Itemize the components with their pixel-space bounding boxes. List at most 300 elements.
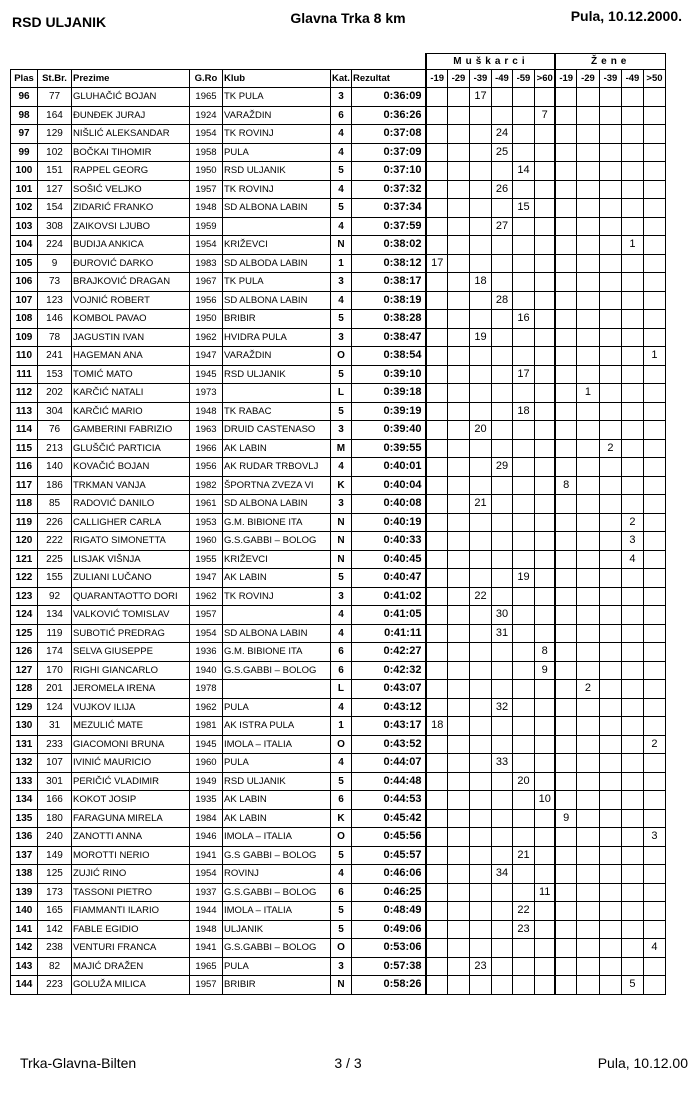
place-cell: 105 (11, 254, 38, 273)
category-place-cell (555, 458, 576, 477)
table-row (11, 125, 666, 144)
category-place-cell: 22 (512, 902, 534, 921)
category-place-cell (426, 495, 447, 514)
category-cell: K (331, 476, 352, 495)
category-place-cell (491, 365, 512, 384)
name-cell: FABLE EGIDIO (72, 920, 190, 939)
birth-year-cell: 1957 (190, 976, 223, 995)
category-place-cell (555, 865, 576, 884)
category-place-cell (534, 754, 555, 773)
table-row (11, 476, 666, 495)
category-place-cell (621, 495, 643, 514)
category-place-cell (491, 902, 512, 921)
place-cell: 119 (11, 513, 38, 532)
category-place-cell (555, 273, 576, 292)
category-place-cell (576, 273, 599, 292)
category-place-cell (447, 643, 469, 662)
category-place-cell (555, 495, 576, 514)
category-place-cell (621, 125, 643, 144)
club-cell (223, 217, 331, 236)
table-row (11, 106, 666, 125)
category-place-cell (469, 643, 491, 662)
category-place-cell (447, 106, 469, 125)
category-place-cell (512, 865, 534, 884)
birth-year-cell: 1947 (190, 569, 223, 588)
category-place-cell (621, 865, 643, 884)
category-place-cell (447, 883, 469, 902)
category-place-cell (576, 957, 599, 976)
category-place-cell (512, 587, 534, 606)
category-place-cell (534, 828, 555, 847)
name-cell: KOKOT JOSIP (72, 791, 190, 810)
place-cell: 98 (11, 106, 38, 125)
category-place-cell (643, 902, 665, 921)
table-row (11, 661, 666, 680)
category-place-cell (576, 162, 599, 181)
category-place-cell (643, 328, 665, 347)
birth-year-cell: 1947 (190, 347, 223, 366)
category-place-cell (555, 717, 576, 736)
category-cell: 3 (331, 495, 352, 514)
birth-year-cell: 1950 (190, 162, 223, 181)
table-row (11, 328, 666, 347)
club-cell: PULA (223, 957, 331, 976)
category-place-cell (447, 532, 469, 551)
category-place-cell (534, 310, 555, 329)
start-number-cell: 241 (38, 347, 72, 366)
start-number-cell: 223 (38, 976, 72, 995)
column-header: Kat. (331, 70, 352, 88)
category-cell: 4 (331, 217, 352, 236)
category-place-cell (426, 88, 447, 107)
category-place-cell (534, 236, 555, 255)
category-place-cell (555, 513, 576, 532)
category-place-cell (621, 957, 643, 976)
category-place-cell (447, 587, 469, 606)
category-place-cell (534, 495, 555, 514)
table-row (11, 957, 666, 976)
birth-year-cell: 1936 (190, 643, 223, 662)
category-place-cell (534, 125, 555, 144)
category-place-cell (447, 217, 469, 236)
category-place-cell (426, 680, 447, 699)
category-place-cell (599, 661, 621, 680)
category-place-cell: 15 (512, 199, 534, 218)
category-place-cell (426, 180, 447, 199)
category-place-cell (426, 217, 447, 236)
category-cell: 5 (331, 365, 352, 384)
category-place-cell: 18 (512, 402, 534, 421)
category-place-cell (555, 199, 576, 218)
start-number-cell: 140 (38, 458, 72, 477)
category-place-cell (599, 920, 621, 939)
result-time-cell: 0:37:59 (351, 217, 426, 236)
category-place-cell (469, 624, 491, 643)
category-place-cell (426, 846, 447, 865)
start-number-cell: 151 (38, 162, 72, 181)
category-place-cell (621, 828, 643, 847)
table-row (11, 643, 666, 662)
result-time-cell: 0:46:25 (351, 883, 426, 902)
category-place-cell (469, 532, 491, 551)
category-place-cell (426, 624, 447, 643)
category-place-cell (643, 421, 665, 440)
category-place-cell (469, 310, 491, 329)
category-place-cell (491, 310, 512, 329)
category-place-cell (599, 809, 621, 828)
club-cell: IMOLA – ITALIA (223, 735, 331, 754)
category-place-cell (576, 846, 599, 865)
table-row (11, 88, 666, 107)
club-cell: AK ISTRA PULA (223, 717, 331, 736)
start-number-cell: 308 (38, 217, 72, 236)
column-header: -49 (491, 70, 512, 88)
category-place-cell (576, 569, 599, 588)
category-place-cell (534, 606, 555, 625)
category-place-cell (599, 476, 621, 495)
category-place-cell (621, 347, 643, 366)
club-cell (223, 384, 331, 403)
category-place-cell (469, 550, 491, 569)
name-cell: VENTURI FRANCA (72, 939, 190, 958)
category-place-cell (621, 476, 643, 495)
category-place-cell: 33 (491, 754, 512, 773)
category-place-cell (426, 384, 447, 403)
table-row (11, 495, 666, 514)
category-place-cell (491, 328, 512, 347)
result-time-cell: 0:43:17 (351, 717, 426, 736)
category-cell: 1 (331, 717, 352, 736)
birth-year-cell: 1946 (190, 828, 223, 847)
category-place-cell (643, 199, 665, 218)
category-place-cell (426, 328, 447, 347)
category-place-cell (469, 143, 491, 162)
place-cell: 127 (11, 661, 38, 680)
category-cell: 3 (331, 88, 352, 107)
start-number-cell: 142 (38, 920, 72, 939)
category-place-cell (621, 587, 643, 606)
start-number-cell: 170 (38, 661, 72, 680)
category-place-cell (576, 236, 599, 255)
category-place-cell (426, 125, 447, 144)
category-place-cell (621, 846, 643, 865)
category-place-cell (643, 310, 665, 329)
category-place-cell (426, 439, 447, 458)
column-header: >50 (643, 70, 665, 88)
start-number-cell: 166 (38, 791, 72, 810)
category-place-cell (599, 384, 621, 403)
result-time-cell: 0:37:10 (351, 162, 426, 181)
category-place-cell (469, 291, 491, 310)
category-place-cell (576, 791, 599, 810)
table-row (11, 846, 666, 865)
name-cell: PERIČIĆ VLADIMIR (72, 772, 190, 791)
category-cell: O (331, 939, 352, 958)
category-place-cell (599, 254, 621, 273)
category-place-cell (576, 902, 599, 921)
category-place-cell (599, 735, 621, 754)
category-place-cell (512, 328, 534, 347)
category-place-cell (426, 421, 447, 440)
category-place-cell (576, 495, 599, 514)
place-cell: 117 (11, 476, 38, 495)
category-place-cell (426, 402, 447, 421)
category-cell: 5 (331, 310, 352, 329)
category-place-cell: 2 (576, 680, 599, 699)
category-place-cell (621, 291, 643, 310)
category-place-cell: 32 (491, 698, 512, 717)
result-time-cell: 0:40:45 (351, 550, 426, 569)
result-time-cell: 0:41:02 (351, 587, 426, 606)
category-place-cell (534, 957, 555, 976)
birth-year-cell: 1949 (190, 772, 223, 791)
birth-year-cell: 1954 (190, 236, 223, 255)
place-cell: 134 (11, 791, 38, 810)
category-place-cell (534, 717, 555, 736)
category-place-cell (426, 661, 447, 680)
category-place-cell (555, 661, 576, 680)
category-place-cell (534, 569, 555, 588)
category-place-cell (469, 698, 491, 717)
category-place-cell (621, 162, 643, 181)
club-cell: AK LABIN (223, 809, 331, 828)
category-place-cell (447, 458, 469, 477)
table-row (11, 883, 666, 902)
result-time-cell: 0:45:57 (351, 846, 426, 865)
name-cell: SELVA GIUSEPPE (72, 643, 190, 662)
category-place-cell: 34 (491, 865, 512, 884)
category-place-cell (469, 772, 491, 791)
place-cell: 111 (11, 365, 38, 384)
name-cell: MOROTTI NERIO (72, 846, 190, 865)
category-place-cell: 4 (643, 939, 665, 958)
category-place-cell (576, 939, 599, 958)
category-place-cell (512, 550, 534, 569)
place-cell: 136 (11, 828, 38, 847)
table-row (11, 698, 666, 717)
name-cell: JAGUSTIN IVAN (72, 328, 190, 347)
category-place-cell (621, 717, 643, 736)
category-place-cell (491, 643, 512, 662)
category-place-cell (534, 698, 555, 717)
category-cell: 6 (331, 791, 352, 810)
category-place-cell (599, 828, 621, 847)
category-place-cell (534, 532, 555, 551)
birth-year-cell: 1953 (190, 513, 223, 532)
category-place-cell (576, 365, 599, 384)
category-place-cell (555, 291, 576, 310)
name-cell: MAJIĆ DRAŽEN (72, 957, 190, 976)
club-cell: KRIŽEVCI (223, 550, 331, 569)
category-place-cell (599, 772, 621, 791)
category-place-cell (534, 180, 555, 199)
category-place-cell (555, 106, 576, 125)
footer-document-name: Trka-Glavna-Bilten (20, 1055, 137, 1071)
category-place-cell (576, 217, 599, 236)
category-place-cell (599, 106, 621, 125)
category-place-cell: 21 (512, 846, 534, 865)
column-header: G.Ro (190, 70, 223, 88)
category-cell: 4 (331, 458, 352, 477)
start-number-cell: 202 (38, 384, 72, 403)
category-place-cell (534, 458, 555, 477)
category-place-cell (491, 661, 512, 680)
category-place-cell: 14 (512, 162, 534, 181)
place-cell: 110 (11, 347, 38, 366)
birth-year-cell: 1944 (190, 902, 223, 921)
birth-year-cell: 1973 (190, 384, 223, 403)
category-place-cell (469, 939, 491, 958)
birth-year-cell: 1956 (190, 291, 223, 310)
club-cell: AK LABIN (223, 569, 331, 588)
category-place-cell (599, 587, 621, 606)
name-cell: JEROMELA IRENA (72, 680, 190, 699)
result-time-cell: 0:38:54 (351, 347, 426, 366)
footer-place-date: Pula, 10.12.00 (597, 1055, 688, 1071)
category-cell: 5 (331, 402, 352, 421)
category-place-cell (447, 365, 469, 384)
category-place-cell: 2 (599, 439, 621, 458)
table-row (11, 347, 666, 366)
name-cell: GLUŠČIĆ PARTICIA (72, 439, 190, 458)
club-cell: AK RUDAR TRBOVLJ (223, 458, 331, 477)
category-place-cell (469, 735, 491, 754)
category-place-cell (491, 791, 512, 810)
club-cell: TK ROVINJ (223, 180, 331, 199)
column-header: Rezultat (351, 70, 426, 88)
result-time-cell: 0:43:52 (351, 735, 426, 754)
start-number-cell: 102 (38, 143, 72, 162)
category-place-cell (643, 809, 665, 828)
category-place-cell (599, 421, 621, 440)
start-number-cell: 224 (38, 236, 72, 255)
category-place-cell (534, 772, 555, 791)
start-number-cell: 301 (38, 772, 72, 791)
category-cell: 5 (331, 902, 352, 921)
category-place-cell (534, 347, 555, 366)
start-number-cell: 154 (38, 199, 72, 218)
category-place-cell (621, 439, 643, 458)
category-place-cell (469, 865, 491, 884)
club-cell: PULA (223, 698, 331, 717)
birth-year-cell: 1941 (190, 846, 223, 865)
result-time-cell: 0:37:08 (351, 125, 426, 144)
header-club: RSD ULJANIK (12, 14, 107, 30)
category-place-cell: 30 (491, 606, 512, 625)
table-row (11, 754, 666, 773)
category-place-cell (469, 458, 491, 477)
birth-year-cell: 1967 (190, 273, 223, 292)
category-place-cell (426, 865, 447, 884)
place-cell: 144 (11, 976, 38, 995)
category-place-cell (555, 162, 576, 181)
category-place-cell (599, 143, 621, 162)
category-cell: 4 (331, 180, 352, 199)
column-header: Prezime (72, 70, 190, 88)
category-cell: 5 (331, 846, 352, 865)
birth-year-cell: 1961 (190, 495, 223, 514)
result-time-cell: 0:44:53 (351, 791, 426, 810)
category-place-cell (555, 347, 576, 366)
club-cell: PULA (223, 143, 331, 162)
category-cell: M (331, 439, 352, 458)
category-place-cell (555, 698, 576, 717)
category-place-cell (599, 88, 621, 107)
category-place-cell (491, 809, 512, 828)
category-place-cell: 10 (534, 791, 555, 810)
category-place-cell (491, 680, 512, 699)
birth-year-cell: 1958 (190, 143, 223, 162)
category-place-cell (621, 643, 643, 662)
club-cell (223, 606, 331, 625)
category-place-cell (599, 199, 621, 218)
category-place-cell (512, 606, 534, 625)
category-place-cell (576, 106, 599, 125)
category-place-cell (599, 328, 621, 347)
place-cell: 141 (11, 920, 38, 939)
club-cell: SD ALBONA LABIN (223, 624, 331, 643)
start-number-cell: 201 (38, 680, 72, 699)
club-cell: G.S GABBI – BOLOG (223, 846, 331, 865)
category-place-cell (643, 698, 665, 717)
category-place-cell (426, 754, 447, 773)
category-place-cell (512, 88, 534, 107)
category-place-cell (512, 939, 534, 958)
category-place-cell (599, 846, 621, 865)
category-place-cell (576, 754, 599, 773)
club-cell: SD ALBONA LABIN (223, 495, 331, 514)
category-place-cell (599, 865, 621, 884)
category-place-cell (534, 902, 555, 921)
start-number-cell: 78 (38, 328, 72, 347)
category-place-cell (447, 902, 469, 921)
category-place-cell (426, 606, 447, 625)
category-place-cell (512, 217, 534, 236)
start-number-cell: 129 (38, 125, 72, 144)
category-place-cell (426, 199, 447, 218)
category-place-cell (576, 199, 599, 218)
category-place-cell (512, 476, 534, 495)
result-time-cell: 0:38:47 (351, 328, 426, 347)
category-place-cell (576, 513, 599, 532)
category-place-cell (447, 143, 469, 162)
category-place-cell: 5 (621, 976, 643, 995)
category-place-cell (576, 643, 599, 662)
category-place-cell (555, 402, 576, 421)
category-place-cell (469, 569, 491, 588)
category-place-cell (512, 347, 534, 366)
name-cell: VOJNIĆ ROBERT (72, 291, 190, 310)
category-place-cell (555, 421, 576, 440)
category-place-cell (576, 550, 599, 569)
category-place-cell (426, 476, 447, 495)
results-table (10, 53, 666, 995)
category-place-cell (426, 957, 447, 976)
start-number-cell: 180 (38, 809, 72, 828)
category-place-cell (576, 698, 599, 717)
category-place-cell (643, 384, 665, 403)
place-cell: 122 (11, 569, 38, 588)
category-place-cell (599, 939, 621, 958)
category-place-cell: 2 (621, 513, 643, 532)
category-place-cell (512, 125, 534, 144)
result-time-cell: 0:40:19 (351, 513, 426, 532)
category-place-cell (534, 624, 555, 643)
category-place-cell: 8 (534, 643, 555, 662)
result-time-cell: 0:39:55 (351, 439, 426, 458)
category-place-cell (512, 439, 534, 458)
category-place-cell (576, 458, 599, 477)
